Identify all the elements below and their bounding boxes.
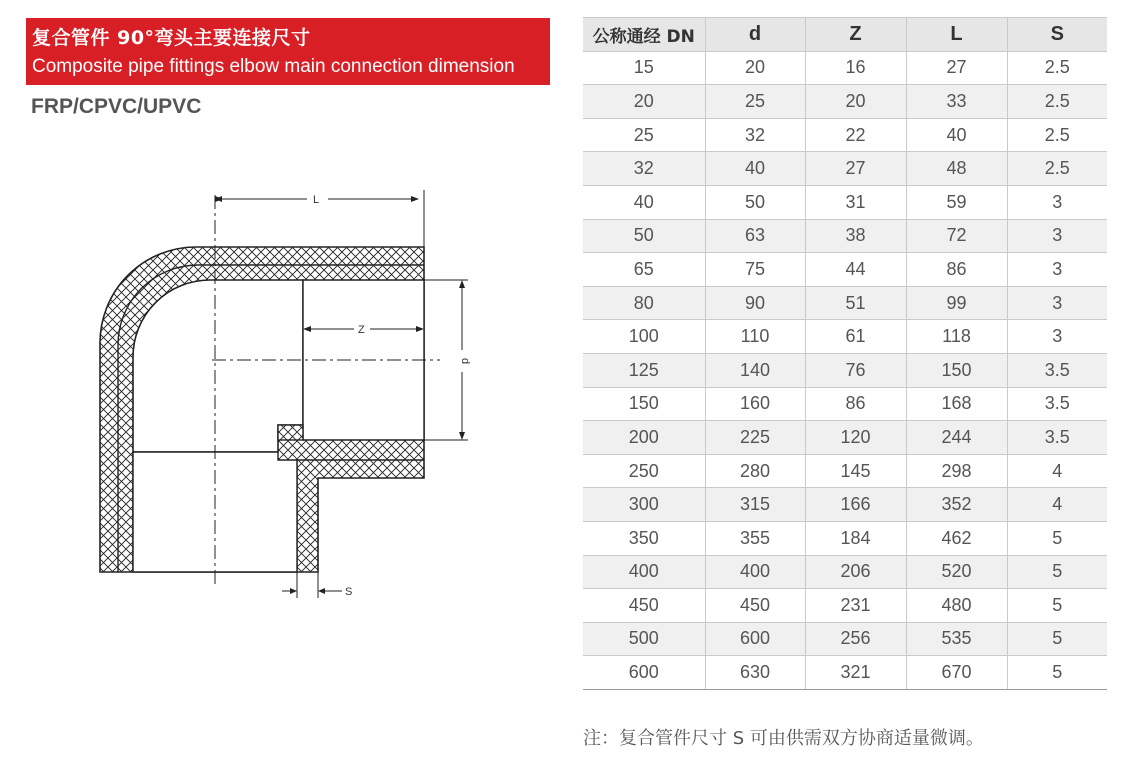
dimension-table [583,17,1107,690]
table-cell: 125 [583,353,705,387]
table-cell: 120 [805,421,906,455]
table-cell: 5 [1007,555,1107,589]
table-cell: 500 [583,622,705,656]
table-cell: 32 [705,118,805,152]
table-cell: 168 [906,387,1007,421]
table-cell: 40 [906,118,1007,152]
table-cell: 50 [705,185,805,219]
table-cell: 16 [805,51,906,85]
table-cell: 48 [906,152,1007,186]
table-row [583,521,1107,555]
table-row [583,118,1107,152]
table-cell: 20 [583,85,705,119]
table-row [583,454,1107,488]
table-cell: 3.5 [1007,353,1107,387]
col-header-z: Z [805,18,906,52]
table-cell: 145 [805,454,906,488]
col-header-l: L [906,18,1007,52]
table-cell: 31 [805,185,906,219]
table-row [583,421,1107,455]
table-cell: 3 [1007,185,1107,219]
table-cell: 20 [805,85,906,119]
table-cell: 321 [805,656,906,690]
elbow-drawing [0,0,580,620]
table-cell: 4 [1007,488,1107,522]
table-cell: 231 [805,589,906,623]
table-cell: 280 [705,454,805,488]
table-cell: 140 [705,353,805,387]
table-cell: 3 [1007,253,1107,287]
col-header-s: S [1007,18,1107,52]
table-cell: 25 [583,118,705,152]
table-row [583,589,1107,623]
table-cell: 76 [805,353,906,387]
table-cell: 355 [705,521,805,555]
table-cell: 51 [805,286,906,320]
table-cell: 5 [1007,656,1107,690]
title-english: Composite pipe fittings elbow main connection dimension [32,56,515,77]
table-row [583,51,1107,85]
table-cell: 670 [906,656,1007,690]
table-row [583,387,1107,421]
table-cell: 63 [705,219,805,253]
table-cell: 110 [705,320,805,354]
table-cell: 72 [906,219,1007,253]
table-cell: 300 [583,488,705,522]
table-cell: 352 [906,488,1007,522]
table-cell: 50 [583,219,705,253]
table-cell: 450 [583,589,705,623]
table-cell: 25 [705,85,805,119]
table-cell: 160 [705,387,805,421]
table-cell: 480 [906,589,1007,623]
table-row [583,152,1107,186]
col-header-dn: 公称通经 DN [583,18,705,52]
dimension-S-label: S [345,586,353,598]
table-row [583,353,1107,387]
table-cell: 65 [583,253,705,287]
material-label: FRP/CPVC/UPVC [31,95,202,118]
table-cell: 150 [583,387,705,421]
table-cell: 166 [805,488,906,522]
table-row [583,85,1107,119]
table-cell: 99 [906,286,1007,320]
table-row [583,286,1107,320]
table-cell: 86 [906,253,1007,287]
table-cell: 600 [705,622,805,656]
table-row [583,555,1107,589]
table-cell: 600 [583,656,705,690]
table-cell: 5 [1007,589,1107,623]
table-row [583,656,1107,690]
table-cell: 40 [583,185,705,219]
table-cell: 520 [906,555,1007,589]
footnote: 注：复合管件尺寸 S 可由供需双方协商适量微调。 [583,728,984,749]
table-cell: 400 [705,555,805,589]
table-cell: 250 [583,454,705,488]
table-cell: 33 [906,85,1007,119]
table-cell: 3 [1007,219,1107,253]
table-cell: 27 [805,152,906,186]
table-cell: 4 [1007,454,1107,488]
table-cell: 59 [906,185,1007,219]
table-cell: 350 [583,521,705,555]
table-cell: 5 [1007,521,1107,555]
table-cell: 40 [705,152,805,186]
table-cell: 256 [805,622,906,656]
table-cell: 3 [1007,320,1107,354]
table-cell: 15 [583,51,705,85]
table-cell: 3 [1007,286,1107,320]
table-cell: 3.5 [1007,421,1107,455]
table-cell: 32 [583,152,705,186]
table-cell: 298 [906,454,1007,488]
table-row [583,219,1107,253]
table-cell: 2.5 [1007,152,1107,186]
table-row [583,622,1107,656]
table-row [583,185,1107,219]
table-cell: 400 [583,555,705,589]
table-cell: 2.5 [1007,51,1107,85]
table-cell: 27 [906,51,1007,85]
table-cell: 225 [705,421,805,455]
table-body [583,51,1107,689]
col-header-d: d [705,18,805,52]
table-cell: 118 [906,320,1007,354]
table-cell: 206 [805,555,906,589]
table-cell: 100 [583,320,705,354]
table-cell: 86 [805,387,906,421]
table-cell: 184 [805,521,906,555]
table-cell: 150 [906,353,1007,387]
dimension-L-label: L [313,194,320,206]
table-cell: 90 [705,286,805,320]
table-cell: 75 [705,253,805,287]
table-cell: 2.5 [1007,85,1107,119]
table-cell: 80 [583,286,705,320]
dimension-Z-label: Z [358,324,365,336]
table-cell: 200 [583,421,705,455]
title-chinese: 复合管件 90°弯头主要连接尺寸 [32,27,311,49]
table-cell: 5 [1007,622,1107,656]
table-cell: 630 [705,656,805,690]
table-cell: 450 [705,589,805,623]
table-header-row [583,18,1107,52]
socket-step [278,425,303,440]
table-cell: 2.5 [1007,118,1107,152]
table-cell: 22 [805,118,906,152]
table-cell: 244 [906,421,1007,455]
table-row [583,488,1107,522]
table-cell: 61 [805,320,906,354]
dimension-d-label: d [459,358,471,365]
table-row [583,253,1107,287]
table-cell: 44 [805,253,906,287]
table-cell: 535 [906,622,1007,656]
table-cell: 462 [906,521,1007,555]
table-cell: 3.5 [1007,387,1107,421]
table-row [583,320,1107,354]
table-cell: 315 [705,488,805,522]
table-cell: 38 [805,219,906,253]
table-cell: 20 [705,51,805,85]
